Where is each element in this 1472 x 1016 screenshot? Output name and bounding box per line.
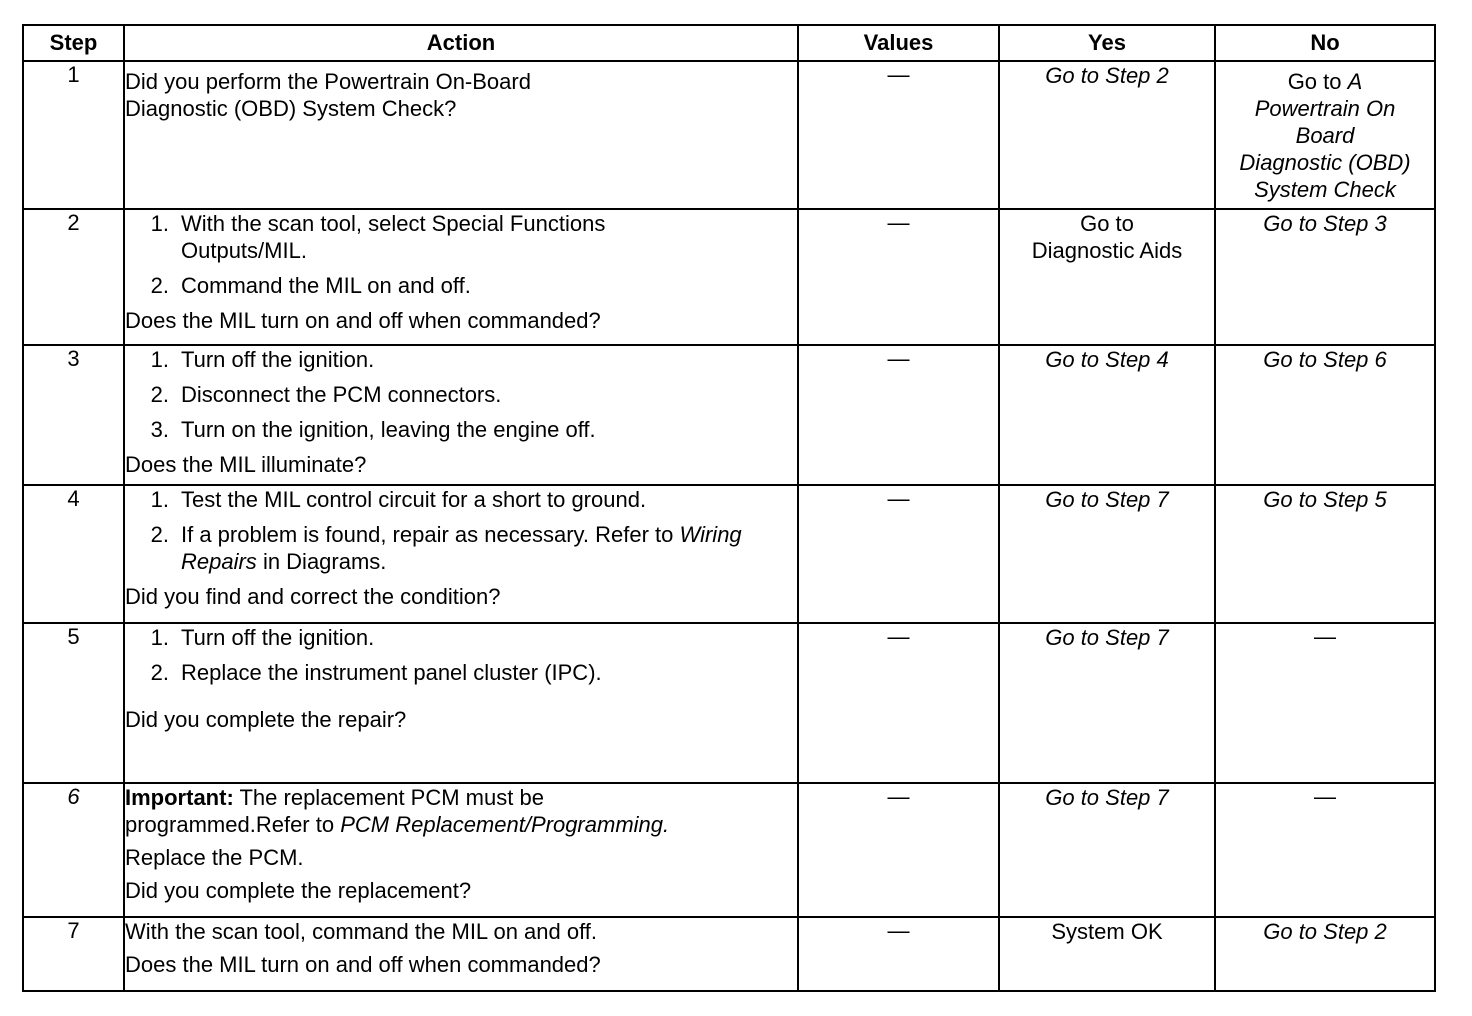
action-step [125,381,797,408]
values-dash: — [887,62,910,87]
yes-cell [999,485,1215,623]
yes-line: Diagnostic Aids [1031,238,1183,263]
action-steps [125,346,797,443]
no-link[interactable]: Go to Step 3 [1263,211,1387,236]
no-cell [1215,485,1435,623]
values-cell [798,345,999,485]
step-text: Turn off the ignition. [181,625,375,650]
no-link[interactable]: Go to Step 5 [1263,487,1387,512]
action-cell [124,623,798,783]
action-cell [124,209,798,345]
important-text-2: programmed.Refer to [125,812,335,837]
values-cell [798,485,999,623]
yes-cell [999,623,1215,783]
no-link[interactable] [1216,62,1434,203]
header-values: Values [798,25,999,61]
step-num: 2. [150,522,169,547]
yes-link[interactable] [1000,210,1214,270]
table-header-row [23,25,1435,61]
values-cell [798,917,999,991]
step-text: Turn off the ignition. [181,347,375,372]
no-line: System Check [1254,177,1396,202]
action-steps [125,486,797,575]
action-text: With the scan tool, command the MIL on and off. [125,919,598,944]
action-step [125,659,797,686]
action-text: Diagnostic (OBD) System Check? [125,96,457,121]
header-action: Action [124,25,798,61]
no-cell [1215,345,1435,485]
table-row [23,783,1435,917]
step-num: 2. [150,382,169,407]
step-number: 1 [23,61,124,209]
step-number: 7 [23,917,124,991]
step-number: 6 [23,783,124,917]
action-text: Did you perform the Powertrain On-Board [125,69,531,94]
action-cell [124,61,798,209]
no-link[interactable]: Go to Step 2 [1263,919,1387,944]
action-steps [125,210,797,299]
values-dash: — [887,624,910,649]
step-number: 4 [23,485,124,623]
yes-line: Go to [1080,211,1134,236]
table-row [23,917,1435,991]
step-text: Disconnect the PCM connectors. [181,382,502,407]
action-question: Did you complete the repair? [125,707,407,732]
values-cell [798,623,999,783]
step-text: Command the MIL on and off. [181,273,471,298]
important-note [125,784,797,811]
action-question: Does the MIL turn on and off when commanded? [125,308,601,333]
table-row [23,623,1435,783]
yes-cell [999,345,1215,485]
no-cell [1215,623,1435,783]
header-no: No [1215,25,1435,61]
action-step [125,272,797,299]
yes-cell [999,917,1215,991]
no-prefix: Go to [1287,69,1342,94]
step-num: 3. [150,417,169,442]
step-num: 1. [150,625,169,650]
step-number: 3 [23,345,124,485]
table-row [23,345,1435,485]
action-cell [124,783,798,917]
wiring-repairs-link[interactable]: Wiring Repairs [181,522,742,574]
values-dash: — [887,346,910,371]
no-cell [1215,917,1435,991]
no-cell [1215,783,1435,917]
yes-link[interactable]: Go to Step 2 [1045,63,1169,88]
action-step [125,346,797,373]
values-cell [798,209,999,345]
yes-cell [999,61,1215,209]
values-dash: — [887,918,910,943]
action-step [125,624,797,651]
action-question: Does the MIL turn on and off when commanded? [125,952,601,977]
yes-cell [999,783,1215,917]
values-dash: — [887,784,910,809]
no-cell [1215,209,1435,345]
no-italic: A [1347,69,1363,94]
yes-link[interactable]: Go to Step 7 [1045,487,1169,512]
step-text-b: in Diagrams. [262,549,387,574]
action-steps [125,624,797,686]
action-cell [124,485,798,623]
table-row [23,485,1435,623]
step-text: With the scan tool, select Special Functions Outputs/MIL. [181,211,606,263]
step-text [181,521,797,575]
step-num: 2. [150,273,169,298]
table-row [23,209,1435,345]
no-line: Powertrain On [1254,96,1396,121]
step-text-a: If a problem is found, repair as necessary. Refer to [181,522,674,547]
step-num: 1. [150,211,169,236]
table-row [23,61,1435,209]
step-num: 1. [150,347,169,372]
step-number: 2 [23,209,124,345]
action-step [125,521,797,575]
important-note-2 [125,811,797,838]
header-yes: Yes [999,25,1215,61]
important-text: The replacement PCM must be [239,785,544,810]
diagnostic-table [22,24,1436,992]
action-question: Did you complete the replacement? [125,878,472,903]
no-dash: — [1314,784,1336,809]
yes-link[interactable]: Go to Step 4 [1045,347,1169,372]
action-cell [124,345,798,485]
values-dash: — [887,486,910,511]
important-label: Important: [125,785,234,810]
action-step [125,416,797,443]
action-step [125,210,797,264]
yes-result: System OK [1051,919,1163,944]
values-dash: — [887,210,910,235]
action-step [125,486,797,513]
no-dash: — [1314,624,1336,649]
action-cell [124,917,798,991]
step-num: 1. [150,487,169,512]
step-text: Test the MIL control circuit for a short to ground. [181,487,647,512]
values-cell [798,61,999,209]
action-text: Replace the PCM. [125,845,304,870]
yes-link[interactable]: Go to Step 7 [1045,785,1169,810]
step-text: Turn on the ignition, leaving the engine off. [181,417,596,442]
header-step: Step [23,25,124,61]
step-text: Replace the instrument panel cluster (IPC). [181,660,602,685]
yes-cell [999,209,1215,345]
no-cell [1215,61,1435,209]
step-num: 2. [150,660,169,685]
action-question: Did you find and correct the condition? [125,584,501,609]
values-cell [798,783,999,917]
no-link[interactable]: Go to Step 6 [1263,347,1387,372]
no-line: Diagnostic (OBD) [1239,150,1411,175]
action-question: Does the MIL illuminate? [125,452,367,477]
yes-link[interactable]: Go to Step 7 [1045,625,1169,650]
step-number: 5 [23,623,124,783]
pcm-replacement-link[interactable]: PCM Replacement/Programming. [340,812,670,837]
no-line: Board [1295,123,1355,148]
